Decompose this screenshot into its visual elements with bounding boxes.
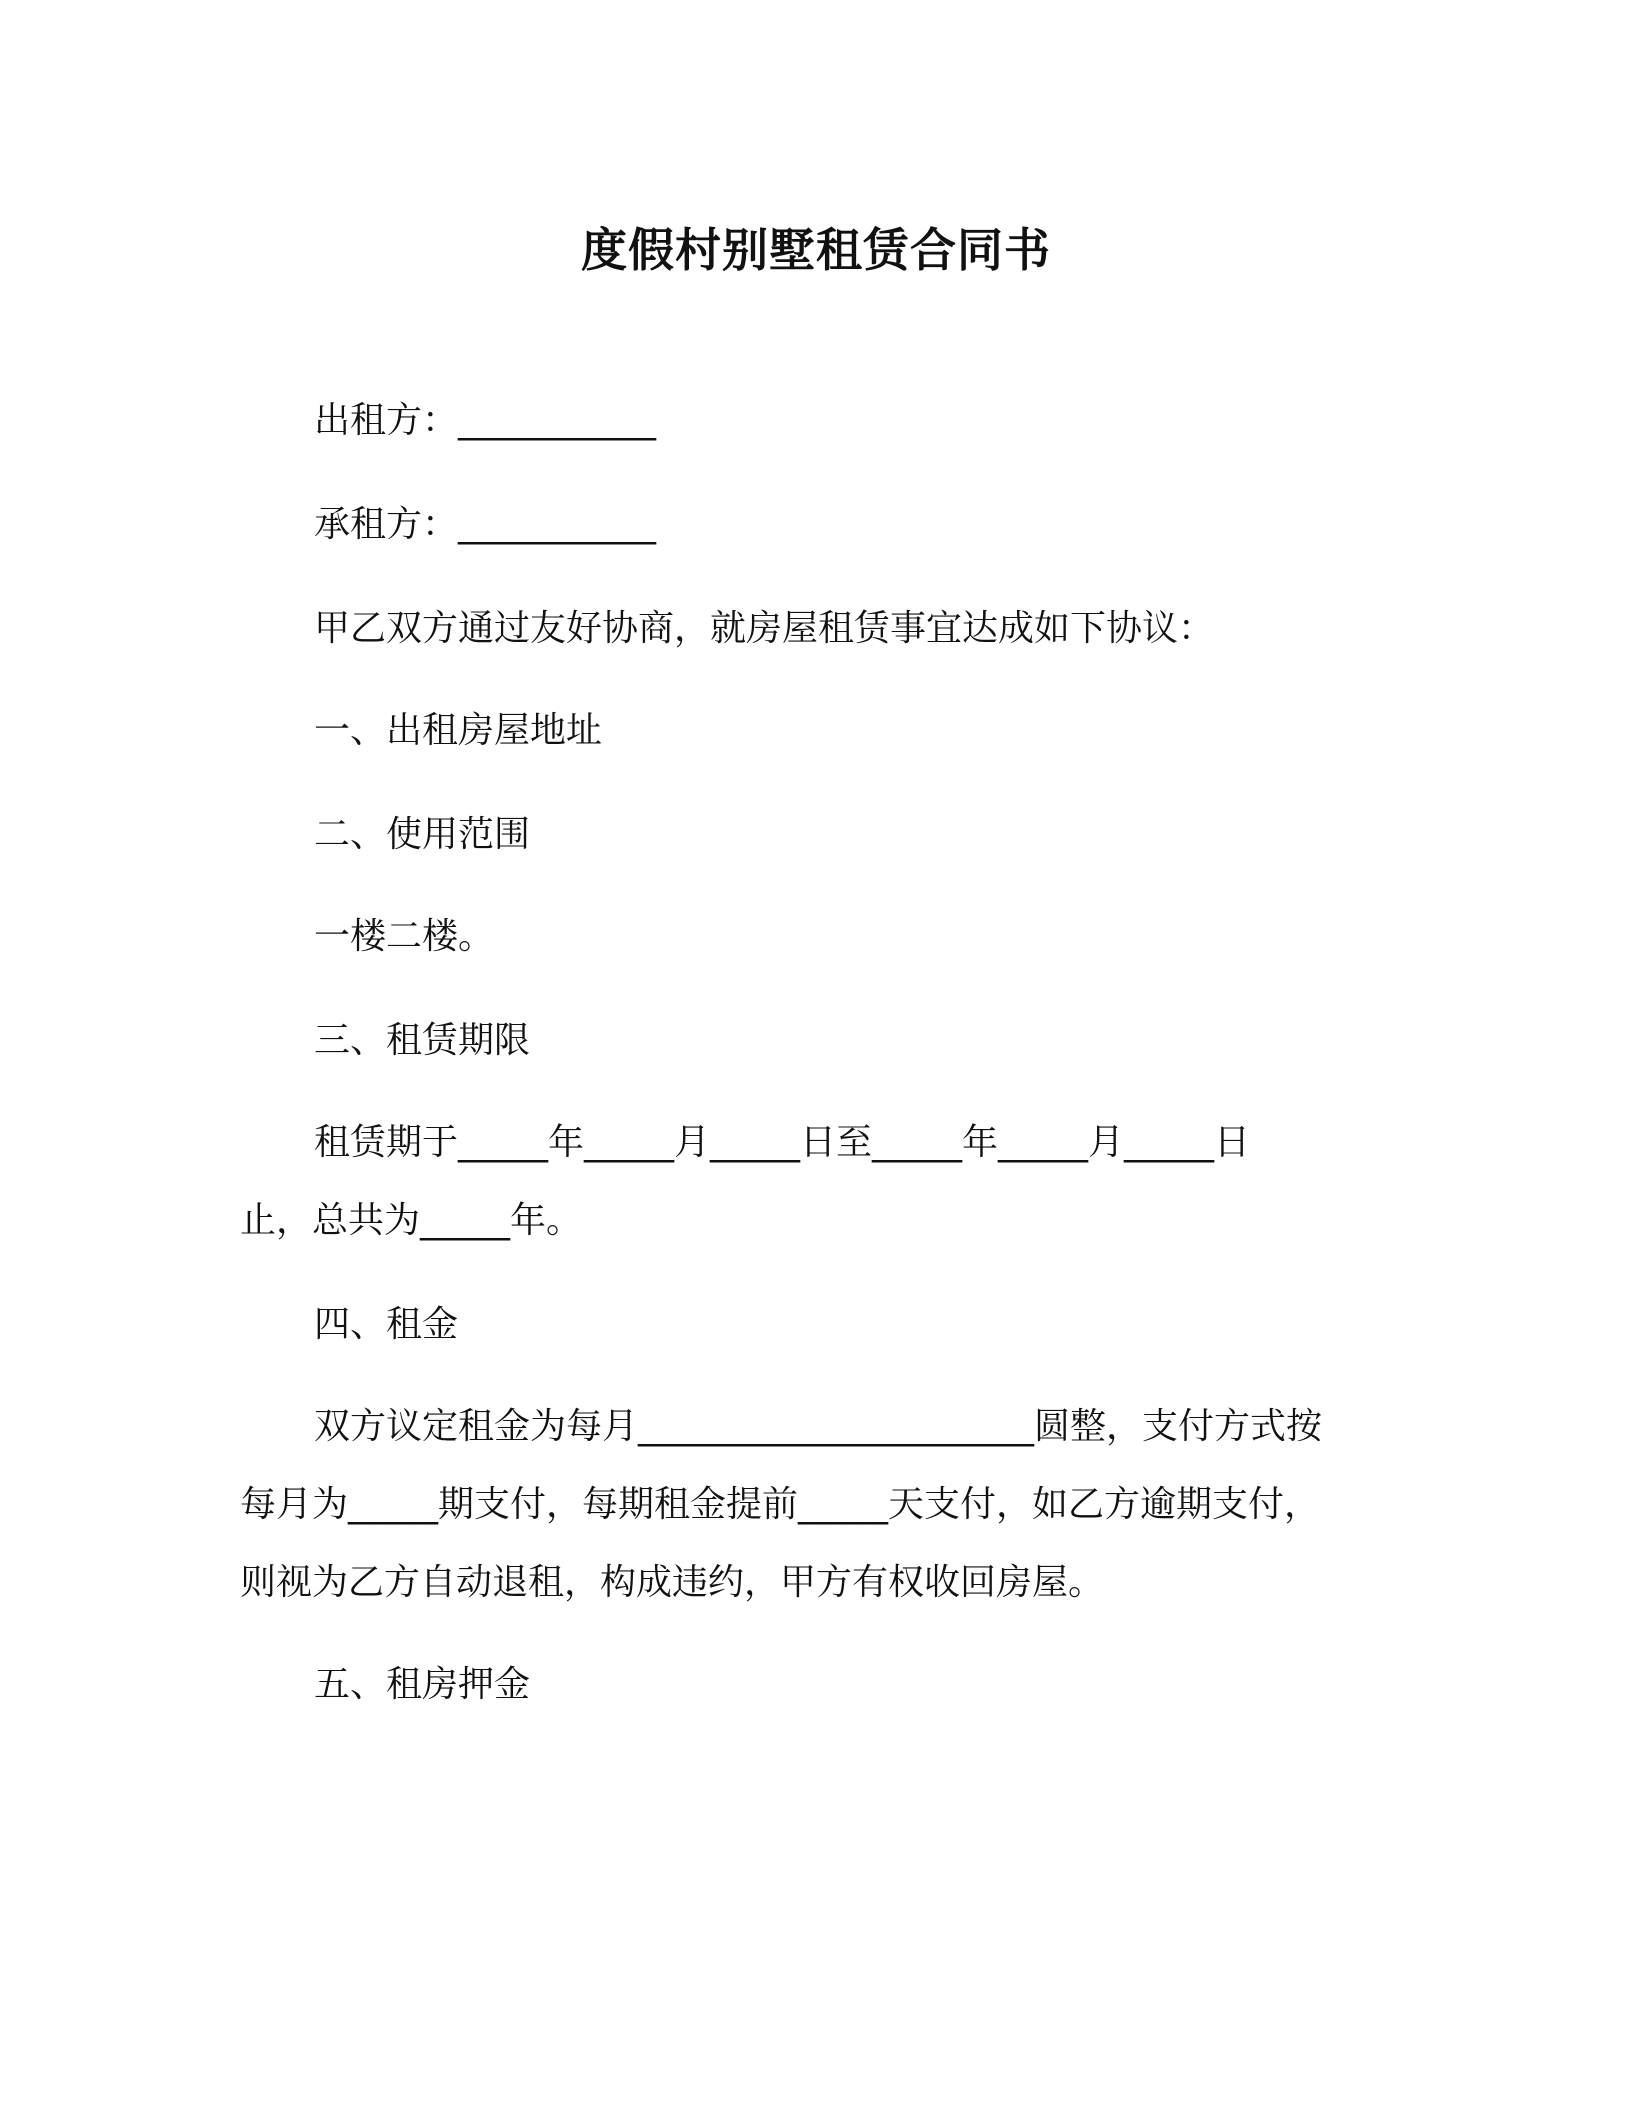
page-title: 度假村别墅租赁合同书 [581,223,1051,277]
section-4-body-line-3: 则视为乙方自动退租，构成违约，甲方有权收回房屋。 [240,1562,1105,1603]
section-4-heading: 四、租金 [314,1304,459,1345]
lessee-line: 承租方：___________ [314,504,657,545]
intro-paragraph: 甲乙双方通过友好协商，就房屋租赁事宜达成如下协议： [314,608,1215,649]
section-3-heading: 三、租赁期限 [314,1020,531,1061]
lessor-line: 出租方：___________ [314,400,657,441]
section-4-body-line-2: 每月为_____期支付，每期租金提前_____天支付，如乙方逾期支付， [240,1484,1321,1525]
section-3-body-line-2: 止，总共为_____年。 [240,1200,583,1241]
section-2-heading: 二、使用范围 [314,814,531,855]
section-2-body: 一楼二楼。 [314,916,495,957]
section-1-heading: 一、出租房屋地址 [314,710,603,751]
section-3-body-line-1: 租赁期于_____年_____月_____日至_____年_____月_____日 [314,1122,1251,1163]
section-5-heading: 五、租房押金 [314,1664,531,1705]
section-4-body-line-1: 双方议定租金为每月______________________圆整，支付方式按 [314,1406,1323,1447]
